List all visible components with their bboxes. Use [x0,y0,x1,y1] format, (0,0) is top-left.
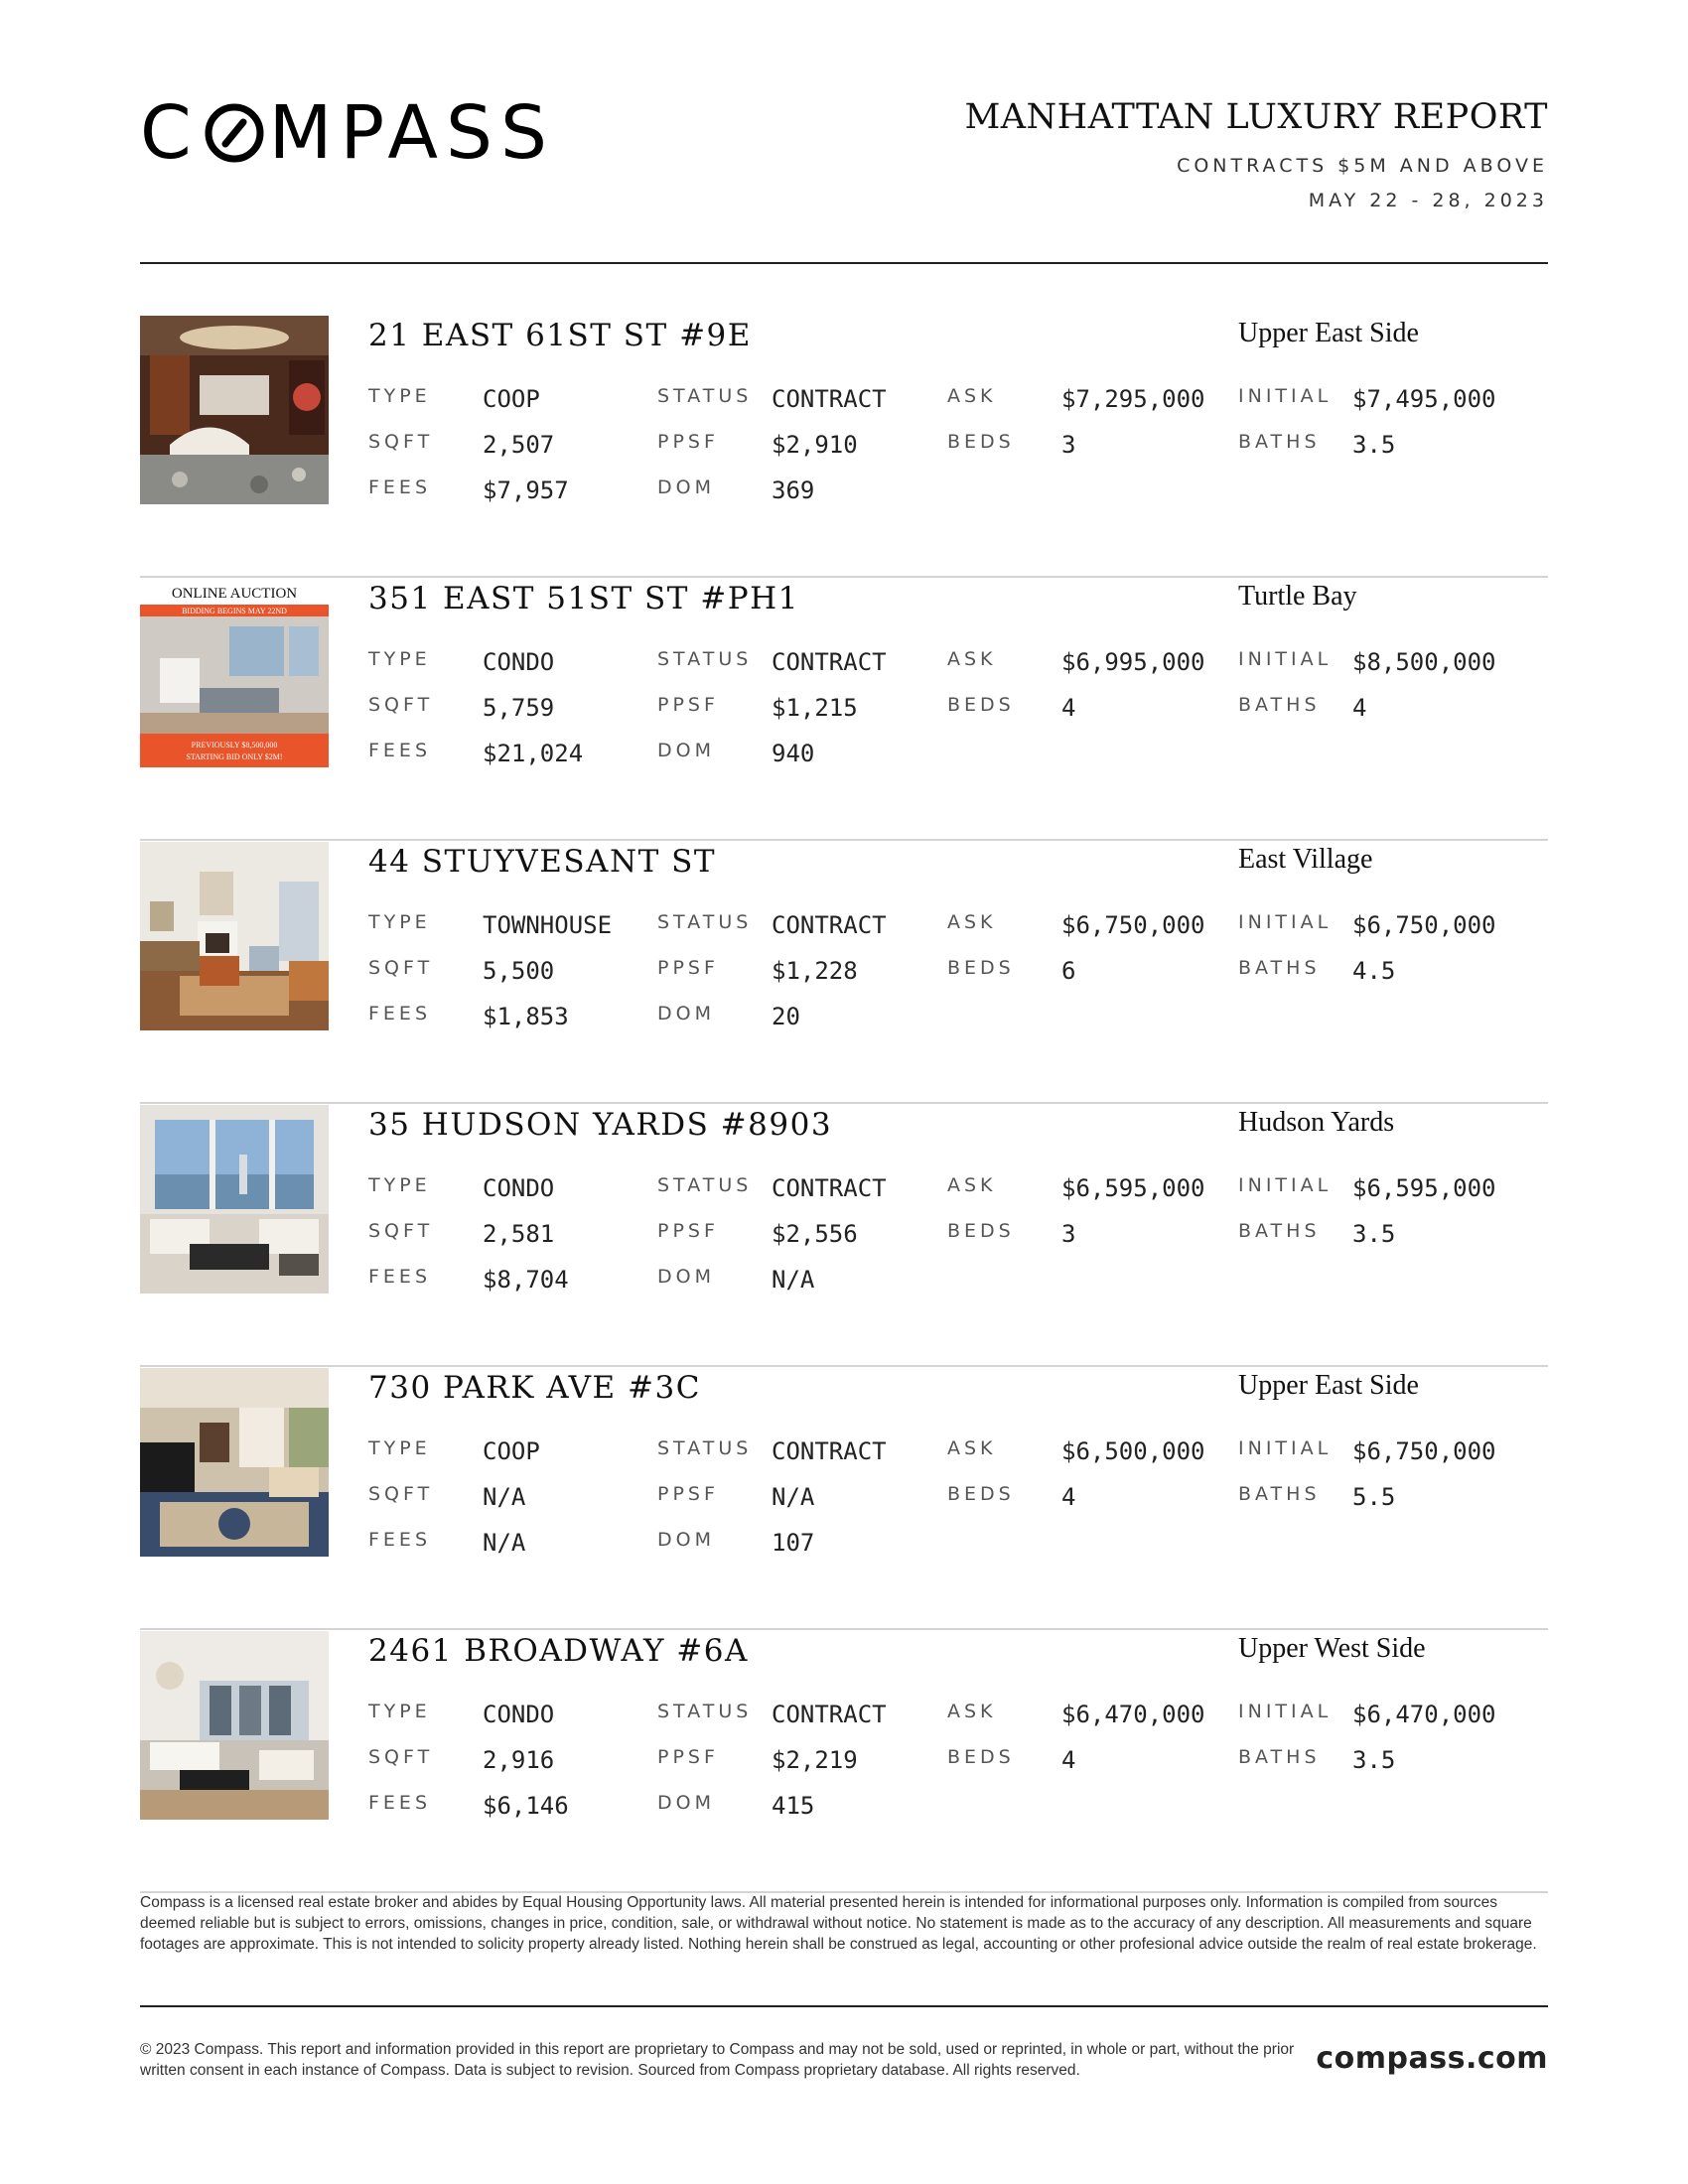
initial-label: INITIAL [1238,1701,1333,1722]
sqft-label: SQFT [368,1220,434,1242]
status-value: CONTRACT [772,1701,887,1728]
status-label: STATUS [657,1174,753,1196]
status-value: CONTRACT [772,911,887,939]
listing-divider [140,576,1548,578]
type-value: COOP [483,385,540,413]
listing-card [140,1105,1548,1367]
type-label: TYPE [368,1174,431,1196]
ask-label: ASK [947,1701,997,1722]
baths-value: 3.5 [1352,1220,1396,1248]
type-value: CONDO [483,648,555,676]
dom-label: DOM [657,477,715,498]
fees-value: $8,704 [483,1266,569,1294]
dom-label: DOM [657,740,715,761]
listing-card [140,1631,1548,1893]
status-value: CONTRACT [772,1174,887,1202]
baths-value: 5.5 [1352,1483,1396,1511]
ask-value: $7,295,000 [1061,385,1205,413]
ppsf-value: $2,219 [772,1746,858,1774]
baths-value: 3.5 [1352,1746,1396,1774]
dom-label: DOM [657,1266,715,1288]
beds-value: 3 [1061,1220,1076,1248]
initial-label: INITIAL [1238,911,1333,933]
baths-label: BATHS [1238,1483,1321,1505]
baths-label: BATHS [1238,1746,1321,1768]
auction-banner-subtext: BIDDING BEGINS MAY 22ND [182,607,287,615]
listing-address: 2461 BROADWAY #6A [368,1633,749,1669]
ask-value: $6,750,000 [1061,911,1205,939]
dom-label: DOM [657,1003,715,1024]
baths-label: BATHS [1238,1220,1321,1242]
type-label: TYPE [368,1437,431,1459]
report-title: MANHATTAN LUXURY REPORT [964,97,1548,137]
status-label: STATUS [657,911,753,933]
compass-o-icon [202,101,267,163]
ppsf-value: $2,556 [772,1220,858,1248]
dom-label: DOM [657,1792,715,1814]
baths-label: BATHS [1238,694,1321,716]
dom-value: 107 [772,1529,815,1557]
status-value: CONTRACT [772,648,887,676]
sqft-label: SQFT [368,1483,434,1505]
ask-label: ASK [947,911,997,933]
listing-neighborhood: Upper East Side [1238,318,1419,348]
beds-value: 4 [1061,1483,1076,1511]
listing-divider [140,1628,1548,1630]
listing-address: 35 HUDSON YARDS #8903 [368,1107,833,1143]
type-label: TYPE [368,911,431,933]
fees-value: $7,957 [483,477,569,504]
dom-value: 369 [772,477,815,504]
status-label: STATUS [657,385,753,407]
type-label: TYPE [368,648,431,670]
ask-value: $6,470,000 [1061,1701,1205,1728]
ppsf-label: PPSF [657,957,719,979]
copyright-notice: © 2023 Compass. This report and information provided in this report are proprietary to Compass and may not be sold, used or reprinted, in whole or part, without the prior written consent in each instance of Compass. Data is subject to revision. Sourced from Compass proprietary database. All rights reserved. [140,2041,1295,2079]
fees-label: FEES [368,1266,431,1288]
skyline-living-photo [140,1105,329,1294]
beds-label: BEDS [947,694,1015,716]
listing-neighborhood: Turtle Bay [1238,581,1357,612]
auction-footer-line-2: STARTING BID ONLY $2M! [186,752,283,761]
listing-card [140,1368,1548,1630]
fees-value: N/A [483,1529,526,1557]
legal-disclaimer: Compass is a licensed real estate broker and abides by Equal Housing Opportunity laws. All material presented herein is intended for informational purposes only. Information is compiled from sources deemed reliable but is subject to errors, omissions, changes in price, condition, sale, or withdrawal without notice. No statement is made as to the accuracy of any description. All measurements and square footages are approximate. This is not intended to solicity property already listed. Nothing herein shall be construed as legal, accounting or other profesional advice outside the realm of real estate brokerage. [140,1894,1537,1953]
listing-neighborhood: Upper East Side [1238,1370,1419,1401]
initial-label: INITIAL [1238,648,1333,670]
type-value: TOWNHOUSE [483,911,613,939]
baths-value: 3.5 [1352,431,1396,459]
auction-footer-line-1: PREVIOUSLY $8,500,000 [191,741,278,750]
footer-divider [140,2005,1548,2007]
type-value: COOP [483,1437,540,1465]
beds-value: 4 [1061,1746,1076,1774]
ask-label: ASK [947,1174,997,1196]
beds-label: BEDS [947,957,1015,979]
dom-value: 20 [772,1003,800,1030]
beds-label: BEDS [947,431,1015,453]
fees-value: $21,024 [483,740,584,767]
logo-letters-mpass: MPASS [268,90,555,176]
ask-value: $6,995,000 [1061,648,1205,676]
sqft-label: SQFT [368,694,434,716]
baths-label: BATHS [1238,431,1321,453]
header-divider [140,262,1548,264]
listing-address: 730 PARK AVE #3C [368,1370,701,1406]
status-value: CONTRACT [772,385,887,413]
type-value: CONDO [483,1174,555,1202]
beds-label: BEDS [947,1220,1015,1242]
sqft-value: 5,759 [483,694,555,722]
status-label: STATUS [657,648,753,670]
listing-card [140,579,1548,841]
fees-value: $6,146 [483,1792,569,1820]
beds-label: BEDS [947,1483,1015,1505]
ppsf-value: $1,228 [772,957,858,985]
initial-value: $6,470,000 [1352,1701,1496,1728]
ppsf-value: N/A [772,1483,815,1511]
lobby-photo [140,316,329,504]
report-page [140,0,1548,2184]
listing-address: 351 EAST 51ST ST #PH1 [368,581,799,616]
fees-label: FEES [368,740,431,761]
type-label: TYPE [368,1701,431,1722]
initial-value: $6,595,000 [1352,1174,1496,1202]
sqft-label: SQFT [368,957,434,979]
auction-banner-text: ONLINE AUCTION [171,586,298,602]
initial-value: $6,750,000 [1352,1437,1496,1465]
listing-card [140,842,1548,1104]
auction-photo [140,579,329,767]
baths-value: 4 [1352,694,1367,722]
listing-neighborhood: Hudson Yards [1238,1107,1395,1138]
ask-value: $6,595,000 [1061,1174,1205,1202]
sqft-value: 2,581 [483,1220,555,1248]
ppsf-value: $2,910 [772,431,858,459]
dom-value: 415 [772,1792,815,1820]
beds-value: 4 [1061,694,1076,722]
initial-label: INITIAL [1238,385,1333,407]
ppsf-label: PPSF [657,1220,719,1242]
initial-label: INITIAL [1238,1437,1333,1459]
ppsf-label: PPSF [657,694,719,716]
sqft-label: SQFT [368,1746,434,1768]
ask-value: $6,500,000 [1061,1437,1205,1465]
ask-label: ASK [947,648,997,670]
compass-website-link[interactable]: compass.com [1316,2041,1548,2076]
listing-address: 44 STUYVESANT ST [368,844,717,880]
fees-label: FEES [368,1529,431,1551]
compass-logo [140,90,555,176]
bright-living-photo [140,1631,329,1820]
piano-room-photo [140,1368,329,1557]
listing-neighborhood: Upper West Side [1238,1633,1426,1664]
baths-value: 4.5 [1352,957,1396,985]
initial-label: INITIAL [1238,1174,1333,1196]
sqft-value: N/A [483,1483,526,1511]
beds-label: BEDS [947,1746,1015,1768]
listing-divider [140,1365,1548,1367]
report-date-range: MAY 22 - 28, 2023 [1308,190,1548,211]
fees-label: FEES [368,1792,431,1814]
initial-value: $7,495,000 [1352,385,1496,413]
sqft-label: SQFT [368,431,434,453]
sqft-value: 2,916 [483,1746,555,1774]
logo-letter-c: C [140,90,200,176]
type-value: CONDO [483,1701,555,1728]
ppsf-label: PPSF [657,1746,719,1768]
fees-value: $1,853 [483,1003,569,1030]
fees-label: FEES [368,1003,431,1024]
listing-divider [140,1102,1548,1104]
baths-label: BATHS [1238,957,1321,979]
status-label: STATUS [657,1437,753,1459]
type-label: TYPE [368,385,431,407]
status-value: CONTRACT [772,1437,887,1465]
listing-divider [140,839,1548,841]
ppsf-value: $1,215 [772,694,858,722]
beds-value: 6 [1061,957,1076,985]
report-subtitle: CONTRACTS $5M AND ABOVE [1177,155,1548,177]
dom-label: DOM [657,1529,715,1551]
ppsf-label: PPSF [657,1483,719,1505]
ask-label: ASK [947,385,997,407]
sqft-value: 2,507 [483,431,555,459]
initial-value: $6,750,000 [1352,911,1496,939]
initial-value: $8,500,000 [1352,648,1496,676]
listing-card [140,316,1548,578]
ask-label: ASK [947,1437,997,1459]
dom-value: 940 [772,740,815,767]
dom-value: N/A [772,1266,815,1294]
ppsf-label: PPSF [657,431,719,453]
beds-value: 3 [1061,431,1076,459]
listing-neighborhood: East Village [1238,844,1373,875]
living-room-photo [140,842,329,1030]
status-label: STATUS [657,1701,753,1722]
sqft-value: 5,500 [483,957,555,985]
listing-address: 21 EAST 61ST ST #9E [368,318,752,353]
fees-label: FEES [368,477,431,498]
